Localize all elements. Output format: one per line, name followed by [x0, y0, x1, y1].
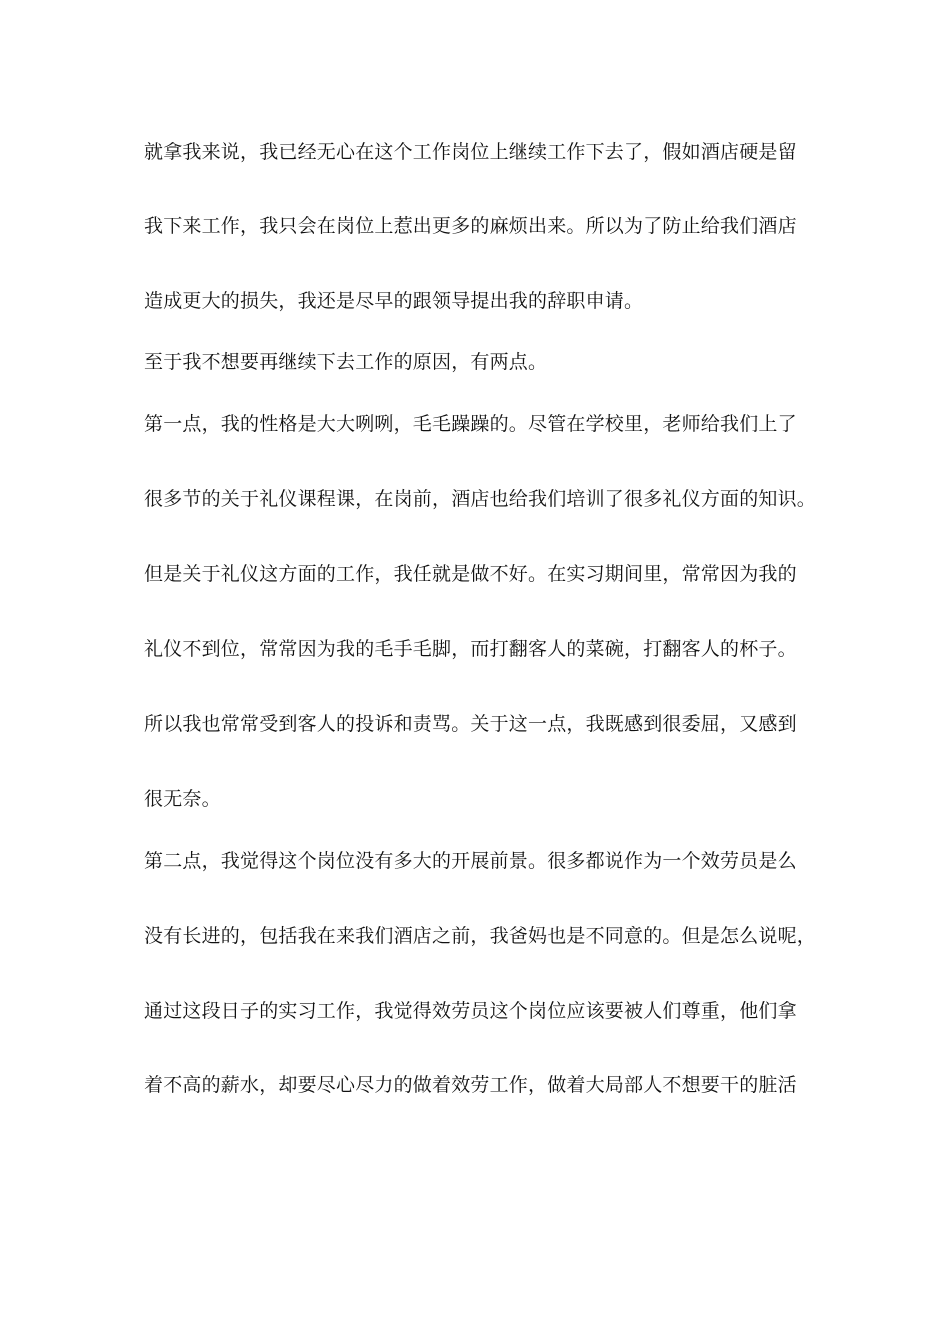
text-line: 但是关于礼仪这方面的工作，我任就是做不好。在实习期间里，常常因为我的	[144, 563, 797, 585]
text-line: 就拿我来说，我已经无心在这个工作岗位上继续工作下去了，假如酒店硬是留	[144, 141, 797, 163]
text-line: 很无奈。	[144, 788, 221, 810]
text-line: 很多节的关于礼仪课程课，在岗前，酒店也给我们培训了很多礼仪方面的知识。	[144, 488, 817, 510]
text-line: 所以我也常常受到客人的投诉和责骂。关于这一点，我既感到很委屈，又感到	[144, 713, 797, 735]
text-line: 没有长进的，包括我在来我们酒店之前，我爸妈也是不同意的。但是怎么说呢，	[144, 925, 817, 947]
text-line: 我下来工作，我只会在岗位上惹出更多的麻烦出来。所以为了防止给我们酒店	[144, 215, 797, 237]
text-line: 通过这段日子的实习工作，我觉得效劳员这个岗位应该要被人们尊重，他们拿	[144, 1000, 797, 1022]
text-line: 礼仪不到位，常常因为我的毛手毛脚，而打翻客人的菜碗，打翻客人的杯子。	[144, 638, 797, 660]
text-line: 造成更大的损失，我还是尽早的跟领导提出我的辞职申请。	[144, 290, 644, 312]
text-line: 第一点，我的性格是大大咧咧，毛毛躁躁的。尽管在学校里，老师给我们上了	[144, 413, 797, 435]
text-line: 第二点，我觉得这个岗位没有多大的开展前景。很多都说作为一个效劳员是么	[144, 850, 797, 872]
text-line: 至于我不想要再继续下去工作的原因，有两点。	[144, 351, 548, 373]
text-line: 着不高的薪水，却要尽心尽力的做着效劳工作，做着大局部人不想要干的脏活	[144, 1074, 797, 1096]
